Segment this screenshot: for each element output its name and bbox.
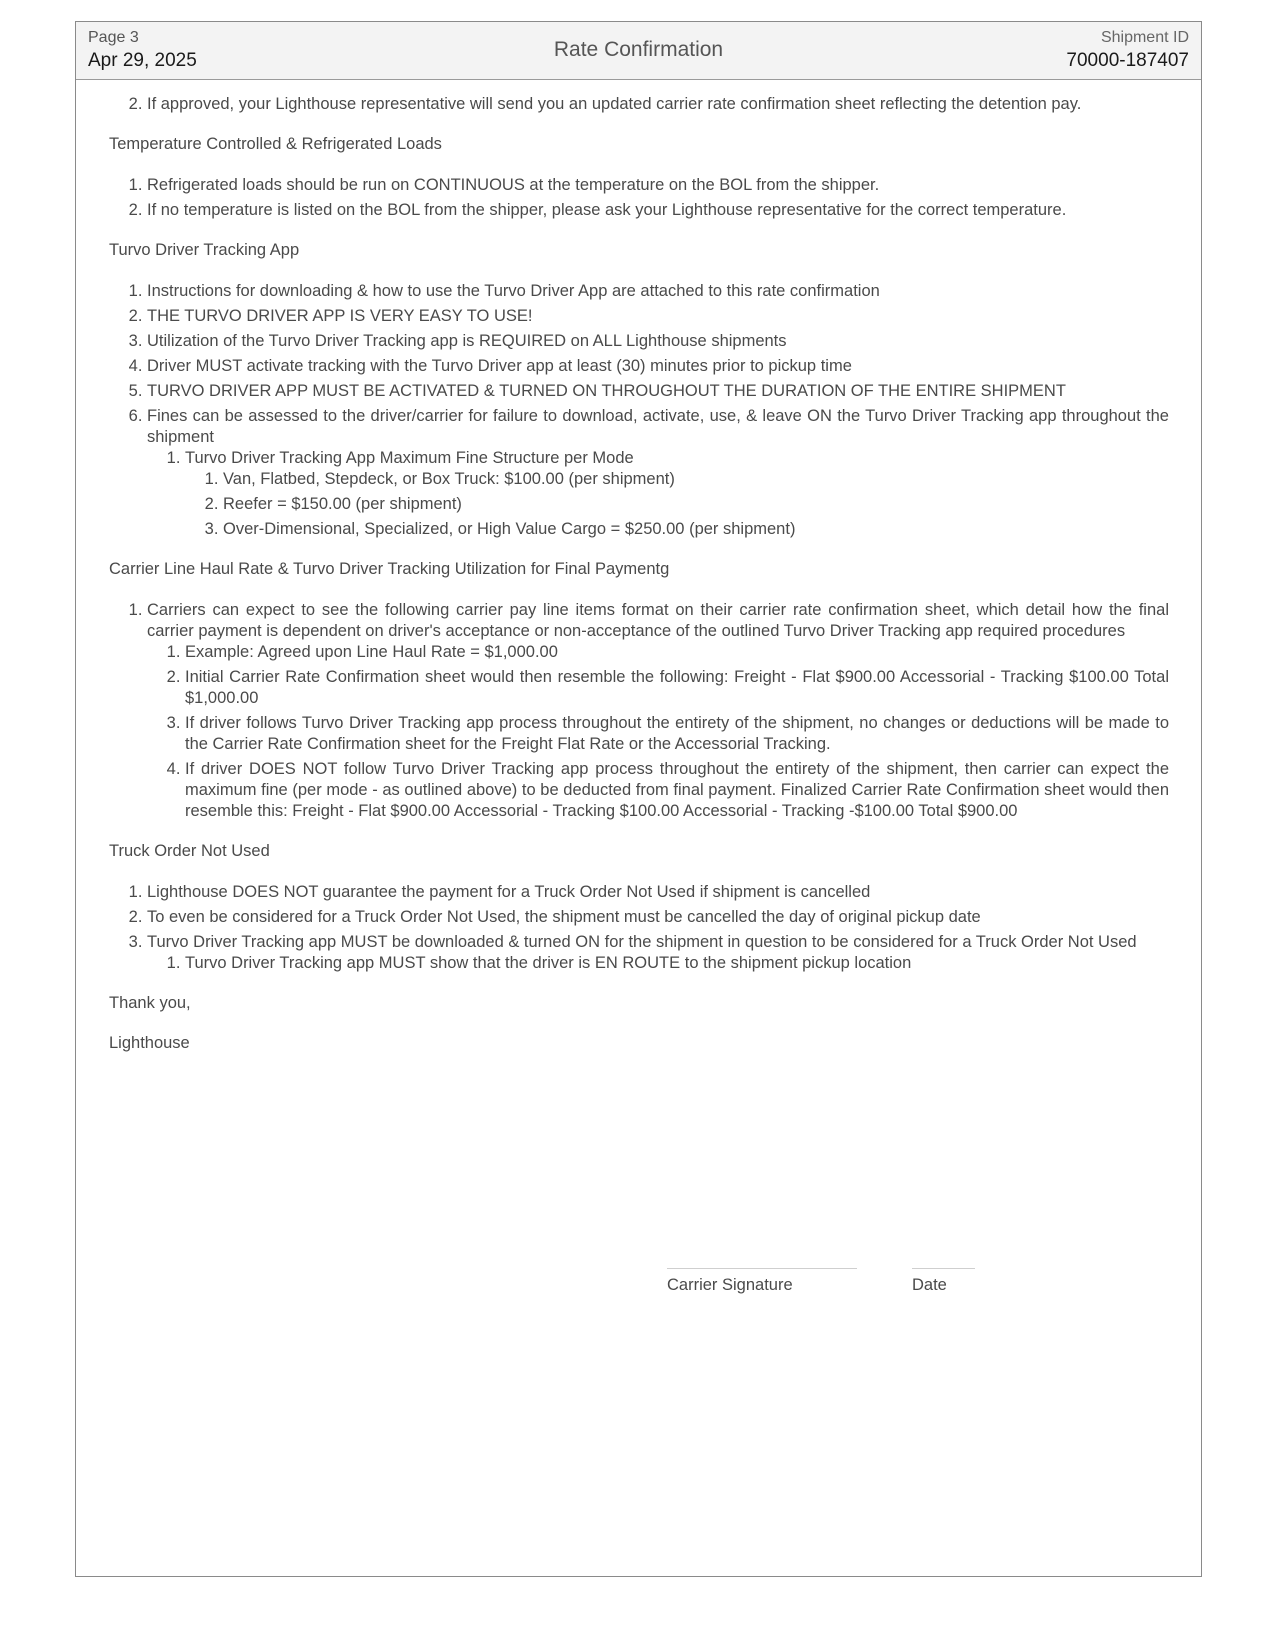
list-item: 1. Instructions for downloading & how to use the Turvo Driver App are attached to this rate confirmation: [147, 281, 1169, 302]
section-title-tonu: Truck Order Not Used: [109, 842, 270, 860]
list-item: 2. THE TURVO DRIVER APP IS VERY EASY TO USE!: [147, 306, 1169, 327]
list-item: 1. Van, Flatbed, Stepdeck, or Box Truck: $100.00 (per shipment): [223, 469, 1169, 490]
list-item: 2. To even be considered for a Truck Order Not Used, the shipment must be cancelled the day of original pickup date: [147, 907, 1169, 928]
section-title-line-haul: Carrier Line Haul Rate & Turvo Driver Tracking Utilization for Final Paymentg: [109, 560, 670, 578]
page-number: Page 3: [88, 29, 139, 46]
list-item: 1. Refrigerated loads should be run on CONTINUOUS at the temperature on the BOL from the shipper.: [147, 175, 1169, 196]
temperature-list: [109, 175, 1169, 221]
list-item: 1. Turvo Driver Tracking app MUST show that the driver is EN ROUTE to the shipment pickup location: [185, 953, 1169, 974]
closing-thanks: Thank you,: [109, 994, 191, 1012]
document-title: Rate Confirmation: [553, 38, 724, 61]
page-header: [76, 22, 1201, 80]
fine-structure-title: Turvo Driver Tracking App Maximum Fine Structure per Mode: [185, 449, 634, 467]
list-item: 2. If approved, your Lighthouse representative will send you an updated carrier rate confirmation sheet reflecting the detention pay.: [147, 94, 1169, 115]
fines-list: [185, 469, 1169, 540]
line-haul-list: [109, 600, 1169, 822]
document-body: [109, 94, 1169, 1054]
list-item: 1. Example: Agreed upon Line Haul Rate = $1,000.00: [185, 642, 1169, 663]
document-page: [75, 21, 1202, 1577]
shipment-id-label: Shipment ID: [1100, 29, 1189, 46]
list-item: 1. Lighthouse DOES NOT guarantee the payment for a Truck Order Not Used if shipment is cancelled: [147, 882, 1169, 903]
list-item: [147, 932, 1169, 974]
list-item: [147, 406, 1169, 540]
list-item: 4. If driver DOES NOT follow Turvo Driver Tracking app process throughout the entirety of the shipment, then carrier can expect the maximum fine (per mode - as outlined above) to be deducted from final payment. Finalized Carrier Rate Confirmation sheet would then resemble this: Freight - Flat $900.00 Accessorial - Tracking $100.00 Accessorial - Tracking -$100.00 Total $900.00: [185, 759, 1169, 822]
list-item: [185, 448, 1169, 540]
list-item: [147, 600, 1169, 822]
turvo-app-list: [109, 281, 1169, 540]
list-item-text: Carriers can expect to see the following carrier pay line items format on their carrier rate confirmation sheet, which detail how the final carrier payment is dependent on driver's acceptance or non-acceptance of the outlined Turvo Driver Tracking app required procedures: [147, 601, 1169, 640]
tonu-list: [109, 882, 1169, 974]
list-item: 4. Driver MUST activate tracking with the Turvo Driver app at least (30) minutes prior to pickup time: [147, 356, 1169, 377]
date-signature-block: [912, 1268, 975, 1295]
list-item: 2. If no temperature is listed on the BOL from the shipper, please ask your Lighthouse representative for the correct temperature.: [147, 200, 1169, 221]
list-item: 3. If driver follows Turvo Driver Tracking app process throughout the entirety of the shipment, no changes or deductions will be made to the Carrier Rate Confirmation sheet for the Freight Flat Rate or the Accessorial Tracking.: [185, 713, 1169, 755]
list-item: 2. Reefer = $150.00 (per shipment): [223, 494, 1169, 515]
section-title-turvo-app: Turvo Driver Tracking App: [109, 241, 300, 259]
date-signature-line[interactable]: [912, 1268, 975, 1269]
date-signature-label: Date: [912, 1276, 947, 1294]
fine-structure-list: [147, 448, 1169, 540]
document-date: Apr 29, 2025: [88, 50, 197, 71]
list-item: 3. Over-Dimensional, Specialized, or High Value Cargo = $250.00 (per shipment): [223, 519, 1169, 540]
closing-company: Lighthouse: [109, 1034, 190, 1052]
carrier-signature-label: Carrier Signature: [667, 1276, 793, 1294]
tonu-sublist: [147, 953, 1169, 974]
list-item: 2. Initial Carrier Rate Confirmation sheet would then resemble the following: Freight - Flat $900.00 Accessorial - Tracking $100.00 Total $1,000.00: [185, 667, 1169, 709]
list-item: 5. TURVO DRIVER APP MUST BE ACTIVATED & TURNED ON THROUGHOUT THE DURATION OF THE ENTIRE SHIPMENT: [147, 381, 1169, 402]
list-item-text: Fines can be assessed to the driver/carrier for failure to download, activate, use, & leave ON the Turvo Driver Tracking app throughout the shipment: [147, 407, 1169, 446]
carrier-signature-block: [667, 1268, 857, 1295]
line-haul-sublist: [147, 642, 1169, 822]
detention-list: [109, 94, 1169, 115]
list-item-text: Turvo Driver Tracking app MUST be downloaded & turned ON for the shipment in question to be considered for a Truck Order Not Used: [147, 933, 1137, 951]
carrier-signature-line[interactable]: [667, 1268, 857, 1269]
shipment-id: 70000-187407: [1066, 50, 1189, 71]
list-item: 3. Utilization of the Turvo Driver Tracking app is REQUIRED on ALL Lighthouse shipments: [147, 331, 1169, 352]
section-title-temperature: Temperature Controlled & Refrigerated Loads: [109, 135, 442, 153]
header-right: [1066, 29, 1189, 73]
